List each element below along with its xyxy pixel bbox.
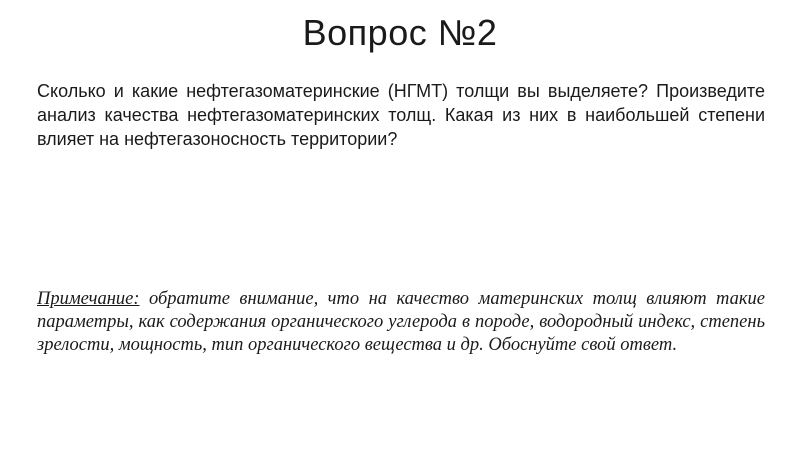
note-paragraph [37, 288, 765, 357]
note-label: Примечание: [37, 289, 140, 309]
slide-title: Вопрос №2 [302, 12, 498, 53]
question-text: Сколько и какие нефтегазоматеринские (НГМТ) толщи вы выделяете? Произведите анализ качества нефтегазоматеринских толщ. Какая из них в наибольшей степени влияет на нефтегазоносность территории? [37, 81, 765, 149]
note-text: обратите внимание, что на качество материнских толщ влияют такие параметры, как содержания органического углерода в породе, водородный индекс, степень зрелости, мощность, тип органического вещества и др. Обоснуйте свой ответ. [37, 289, 765, 355]
